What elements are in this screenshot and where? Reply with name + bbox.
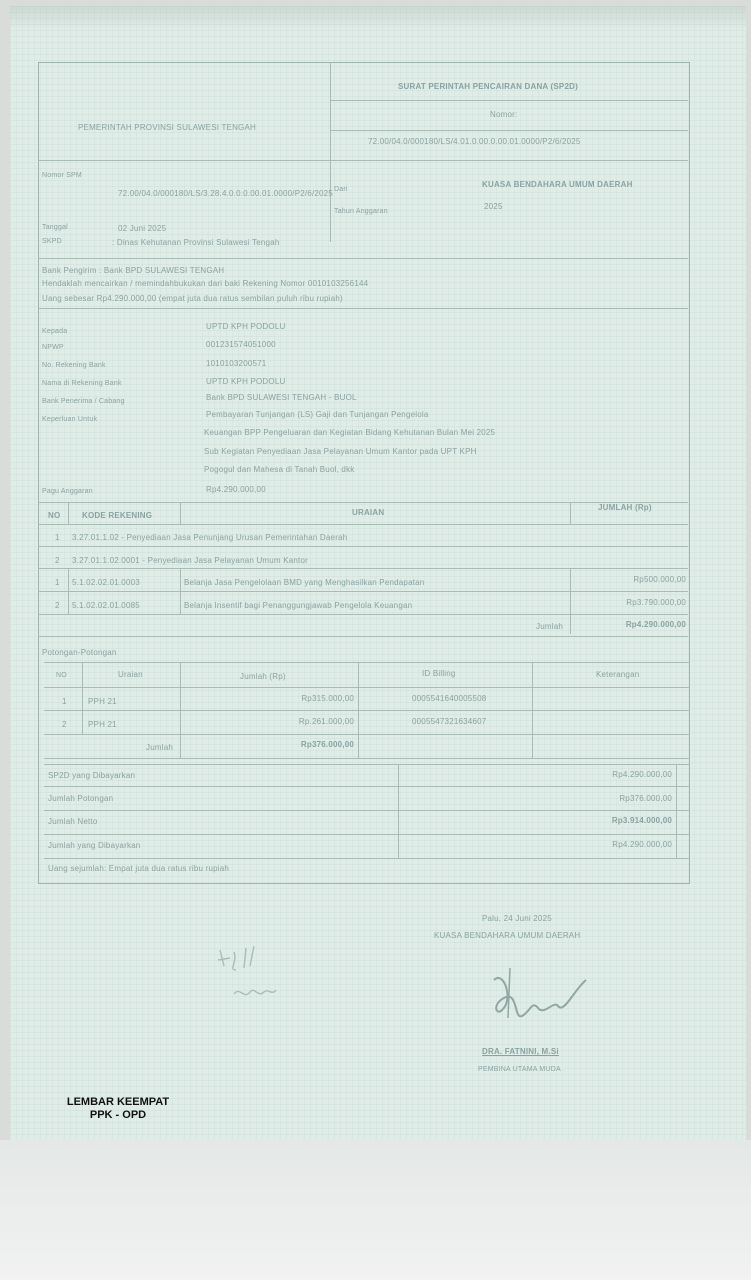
potongan-row-ntpn: 0005541640005508	[412, 694, 487, 703]
program-row-no: 1	[55, 533, 60, 542]
rekening-label: No. Rekening Bank	[42, 362, 106, 369]
signature-title: KUASA BENDAHARA UMUM DAERAH	[434, 931, 581, 940]
bank-bottom-line	[38, 308, 688, 309]
summary-top-line	[44, 764, 690, 765]
table-row-uraian: Belanja Insentif bagi Penanggungjawab Pengelola Keuangan	[184, 601, 413, 610]
potongan-col-jumlah: Jumlah (Rp)	[240, 672, 286, 681]
npwp-value: 001231574051000	[206, 340, 276, 349]
summary-label: Jumlah Potongan	[48, 794, 114, 803]
bank-penerima-label: Bank Penerima / Cabang	[42, 398, 125, 405]
skpd-label: SKPD	[42, 238, 62, 245]
summary-label: Jumlah yang Dibayarkan	[48, 841, 141, 850]
nama-rekening-label: Nama di Rekening Bank	[42, 380, 122, 387]
province-name: PEMERINTAH PROVINSI SULAWESI TENGAH	[78, 123, 256, 132]
table-row-kode: 5.1.02.02.01.0003	[72, 578, 140, 587]
table-row-kode: 5.1.02.02.01.0085	[72, 601, 140, 610]
col-no: NO	[48, 511, 61, 520]
signatory-name: DRA. FATNINI, M.Si	[482, 1047, 559, 1056]
potongan-total-label: Jumlah	[146, 743, 173, 752]
summary-col-line	[676, 764, 677, 858]
uang-sebesar: Uang sebesar Rp4.290.000,00 (empat juta dua ratus sembilan puluh ribu rupiah)	[42, 294, 343, 303]
col-uraian: URAIAN	[352, 508, 385, 517]
summary-label: SP2D yang Dibayarkan	[48, 771, 136, 780]
signature-mark	[474, 960, 604, 1030]
nomor-line	[330, 130, 688, 131]
col-jumlah: JUMLAH (Rp)	[598, 503, 652, 512]
handwritten-initials	[214, 936, 284, 1016]
info-bottom-line	[38, 258, 688, 259]
payee-label: Kepada	[42, 328, 68, 335]
potongan-title: Potongan-Potongan	[42, 648, 117, 657]
table-header-line	[38, 524, 688, 525]
potongan-col-no: NO	[56, 672, 67, 679]
bank-penerima-value: Bank BPD SULAWESI TENGAH - BUOL	[206, 393, 357, 402]
potongan-col-ket: Keterangan	[596, 670, 640, 679]
title-line	[330, 100, 688, 101]
table-row-no: 1	[55, 578, 60, 587]
program-row-text: 3.27.01.1.02 - Penyediaan Jasa Penunjang Urusan Pemerintahan Daerah	[72, 533, 348, 542]
summary-bottom-line	[44, 858, 690, 859]
potongan-total-value: Rp376.000,00	[300, 740, 354, 749]
hendaklah-text: Hendaklah mencairkan / memindahbukukan dari baki Rekening Nomor 0010103256144	[42, 279, 369, 288]
header-divider	[330, 62, 331, 242]
table-top-line	[38, 502, 688, 503]
summary-col-line	[398, 764, 399, 858]
potongan-header-line	[44, 687, 690, 688]
table-row-uraian: Belanja Jasa Pengelolaan BMD yang Menghasilkan Pendapatan	[184, 578, 425, 587]
potongan-row-line	[44, 734, 690, 735]
potongan-col-ntpn: ID Billing	[422, 669, 456, 678]
summary-row-line	[44, 810, 690, 811]
table-col-line	[570, 502, 571, 524]
potongan-row-no: 2	[62, 720, 67, 729]
table-total-label: Jumlah	[536, 622, 563, 631]
nomor-spm-value: 72.00/04.0/000180/LS/3.28.4.0.0.0.00.01.0000/P2/6/2025	[118, 189, 333, 198]
keperluan-line-3: Pogogul dan Mahesa di Tanah Buol, dkk	[204, 465, 355, 474]
summary-row-line	[44, 834, 690, 835]
bank-pengirim: Bank Pengirim : Bank BPD SULAWESI TENGAH	[42, 266, 225, 275]
table-row-line	[38, 546, 688, 547]
skpd-value: : Dinas Kehutanan Provinsi Sulawesi Tengah	[112, 238, 280, 247]
dari-value: KUASA BENDAHARA UMUM DAERAH	[482, 180, 633, 189]
table-row-no: 2	[55, 601, 60, 610]
summary-value: Rp3.914.000,00	[611, 816, 672, 825]
program-row-no: 2	[55, 556, 60, 565]
keperluan-label: Keperluan Untuk	[42, 416, 98, 423]
place-date: Palu, 24 Juni 2025	[482, 914, 552, 923]
potongan-row-jumlah: Rp315.000,00	[301, 694, 354, 703]
potongan-row-jumlah: Rp.261.000,00	[298, 717, 354, 726]
summary-row-line	[44, 786, 690, 787]
header-bottom-line	[38, 160, 688, 161]
sheet-label-line2: PPK - OPD	[89, 1109, 147, 1121]
program-row-text: 3.27.01.1.02.0001 - Penyediaan Jasa Pelayanan Umum Kantor	[72, 556, 308, 565]
table-row-jumlah: Rp500.000,00	[633, 575, 686, 584]
nama-rekening-value: UPTD KPH PODOLU	[206, 377, 286, 386]
nomor-label: Nomor:	[490, 110, 518, 119]
summary-value: Rp376.000,00	[619, 794, 672, 803]
keperluan-line-1: Keuangan BPP Pengeluaran dan Kegiatan Bidang Kehutanan Bulan Mei 2025	[204, 428, 496, 437]
tanggal-value: 02 Juni 2025	[118, 224, 167, 233]
table-col-line	[570, 568, 571, 634]
potongan-row-ntpn: 0005547321634607	[412, 717, 487, 726]
potongan-bottom-line	[44, 758, 690, 759]
potongan-col-line	[82, 662, 83, 734]
keperluan-line-2: Sub Kegiatan Penyediaan Jasa Pelayanan Umum Kantor pada UPT KPH	[204, 447, 477, 456]
dari-label: Dari	[334, 186, 348, 193]
background-surface	[0, 1140, 751, 1280]
payee-value: UPTD KPH PODOLU	[206, 322, 286, 331]
sheet-label-line1: LEMBAR KEEMPAT	[66, 1096, 170, 1108]
tahun-value: 2025	[484, 202, 503, 211]
tanggal-label: Tanggal	[42, 224, 68, 231]
col-kode: KODE REKENING	[82, 511, 153, 520]
table-row-jumlah: Rp3.790.000,00	[626, 598, 686, 607]
table-row-line	[38, 614, 688, 615]
rekening-value: 1010103200571	[206, 359, 267, 368]
terbilang-text: Uang sejumlah: Empat juta dua ratus ribu rupiah	[48, 864, 230, 873]
table-row-line	[38, 591, 688, 592]
table-bottom-line	[38, 636, 688, 637]
nomor-value: 72.00/04.0/000180/LS/4.01.0.00.0.00.01.0000/P2/6/2025	[368, 137, 581, 146]
potongan-top-line	[44, 662, 690, 663]
tahun-label: Tahun Anggaran	[334, 208, 388, 215]
summary-value: Rp4.290.000,00	[612, 840, 672, 849]
npwp-label: NPWP	[42, 344, 64, 351]
pagu-value: Rp4.290.000,00	[206, 485, 266, 494]
potongan-row-uraian: PPH 21	[88, 697, 117, 706]
summary-label: Jumlah Netto	[48, 817, 98, 826]
potongan-col-uraian: Uraian	[118, 670, 143, 679]
top-shadow	[10, 6, 746, 30]
potongan-row-no: 1	[62, 697, 67, 706]
doc-title: SURAT PERINTAH PENCAIRAN DANA (SP2D)	[398, 82, 578, 91]
table-col-line	[180, 502, 181, 524]
sheet-label	[58, 1096, 178, 1122]
nomor-spm-label: Nomor SPM	[42, 172, 82, 179]
keperluan-value: Pembayaran Tunjangan (LS) Gaji dan Tunjangan Pengelola	[206, 410, 429, 419]
table-total-value: Rp4.290.000,00	[625, 620, 686, 629]
potongan-row-line	[44, 710, 690, 711]
table-col-line	[68, 502, 69, 524]
potongan-row-uraian: PPH 21	[88, 720, 117, 729]
signatory-rank: PEMBINA UTAMA MUDA	[478, 1066, 561, 1073]
pagu-label: Pagu Anggaran	[42, 488, 93, 495]
summary-value: Rp4.290.000,00	[612, 770, 672, 779]
table-row-line	[38, 568, 688, 569]
